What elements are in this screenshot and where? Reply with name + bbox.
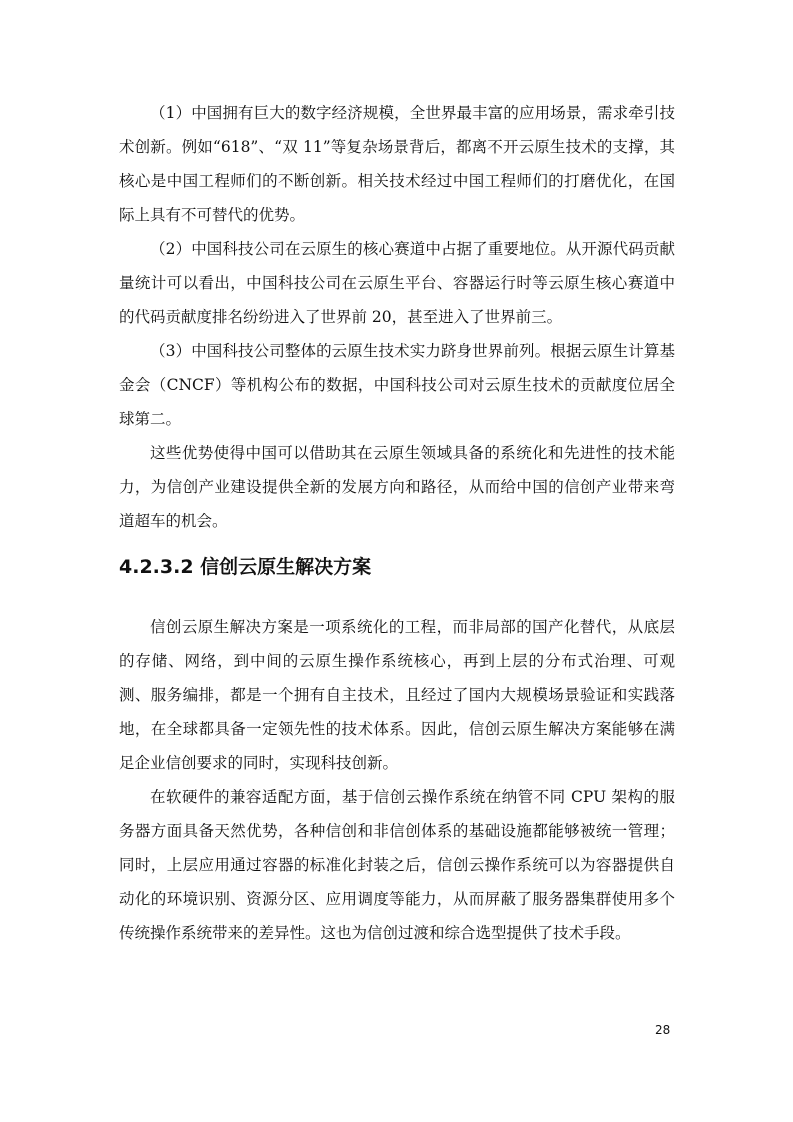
- paragraph-advantage-1: （1）中国拥有巨大的数字经济规模，全世界最丰富的应用场景，需求牵引技术创新。例如“618”、“双 11”等复杂场景背后，都离不开云原生技术的支撑，其核心是中国工程师们的不断创新。相关技术经过中国工程师们的打磨优化，在国际上具有不可替代的优势。: [119, 104, 675, 224]
- paragraph-compatibility: 在软硬件的兼容适配方面，基于信创云操作系统在纳管不同 CPU 架构的服务器方面具备天然优势，各种信创和非信创体系的基础设施都能够被统一管理；同时，上层应用通过容器的标准化封装之后，信创云操作系统可以为容器提供自动化的环境识别、资源分区、应用调度等能力，从而屏蔽了服务器集群使用多个传统操作系统带来的差异性。这也为信创过渡和综合选型提供了技术手段。: [119, 788, 675, 942]
- paragraph-advantage-3: （3）中国科技公司整体的云原生技术实力跻身世界前列。根据云原生计算基金会（CNCF）等机构公布的数据，中国科技公司对云原生技术的贡献度位居全球第二。: [119, 342, 675, 428]
- paragraph-summary: 这些优势使得中国可以借助其在云原生领域具备的系统化和先进性的技术能力，为信创产业建设提供全新的发展方向和路径，从而给中国的信创产业带来弯道超车的机会。: [119, 444, 675, 530]
- section-heading: 4.2.3.2 信创云原生解决方案: [119, 556, 372, 578]
- paragraph-advantage-2: （2）中国科技公司在云原生的核心赛道中占据了重要地位。从开源代码贡献量统计可以看出，中国科技公司在云原生平台、容器运行时等云原生核心赛道中的代码贡献度排名纷纷进入了世界前 20，甚至进入了世界前三。: [119, 240, 675, 326]
- paragraph-solution-overview: 信创云原生解决方案是一项系统化的工程，而非局部的国产化替代，从底层的存储、网络，到中间的云原生操作系统核心，再到上层的分布式治理、可观测、服务编排，都是一个拥有自主技术，且经过了国内大规模场景验证和实践落地，在全球都具备一定领先性的技术体系。因此，信创云原生解决方案能够在满足企业信创要求的同时，实现科技创新。: [119, 618, 675, 772]
- page-number: 28: [655, 1023, 671, 1037]
